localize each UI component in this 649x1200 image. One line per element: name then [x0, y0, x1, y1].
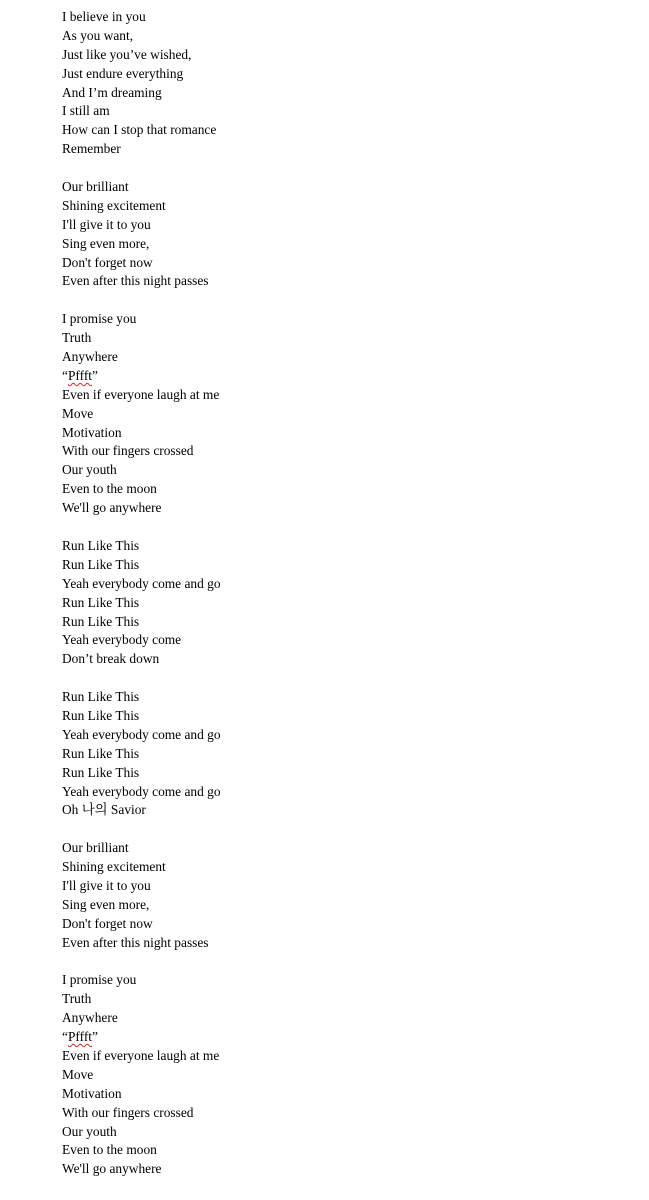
- lyric-line: And I’m dreaming: [62, 84, 162, 100]
- lyric-line: We'll go anywhere: [62, 1161, 162, 1177]
- lyric-line: Run Like This: [62, 556, 140, 572]
- lyric-line: I promise you: [62, 311, 137, 327]
- lyric-line: Even after this night passes: [62, 934, 209, 950]
- lyric-line: Yeah everybody come and go: [62, 783, 221, 799]
- lyric-line: Shining excitement: [62, 197, 166, 213]
- lyric-line: We'll go anywhere: [62, 500, 162, 516]
- lyric-line: How can I stop that romance: [62, 122, 217, 138]
- lyric-line: Our brilliant: [62, 179, 129, 195]
- blank-line: [62, 291, 622, 310]
- lyric-line: Motivation: [62, 424, 122, 440]
- lyric-line: Even after this night passes: [62, 273, 209, 289]
- lyric-line: “Pffft”: [62, 367, 98, 383]
- lyric-line: Even if everyone laugh at me: [62, 386, 220, 402]
- document-page: [62, 8, 622, 1179]
- lyric-line: Yeah everybody come and go: [62, 575, 221, 591]
- lyric-line: Don’t break down: [62, 651, 160, 667]
- lyric-line: Yeah everybody come: [62, 632, 182, 648]
- lyric-line: “Pffft”: [62, 1029, 98, 1045]
- lyric-line: Our brilliant: [62, 840, 129, 856]
- lyric-line: Motivation: [62, 1085, 122, 1101]
- spellcheck-underline: Pffft: [67, 1029, 93, 1045]
- lyric-line: I'll give it to you: [62, 877, 151, 893]
- lyric-line: Even to the moon: [62, 1142, 157, 1158]
- lyric-line: Don't forget now: [62, 254, 153, 270]
- lyric-line: Run Like This: [62, 707, 140, 723]
- lyric-line: Anywhere: [62, 1010, 118, 1026]
- blank-line: [62, 518, 622, 537]
- lyric-line: I'll give it to you: [62, 216, 151, 232]
- lyric-line: Run Like This: [62, 745, 140, 761]
- lyric-line: Truth: [62, 991, 92, 1007]
- lyric-line: Don't forget now: [62, 915, 153, 931]
- lyric-line: Move: [62, 1066, 94, 1082]
- lyric-line: Just like you’ve wished,: [62, 46, 192, 62]
- lyric-line: Just endure everything: [62, 65, 184, 81]
- lyric-line: Move: [62, 405, 94, 421]
- lyric-line: Yeah everybody come and go: [62, 726, 221, 742]
- lyric-line: Our youth: [62, 1123, 117, 1139]
- lyric-line: Truth: [62, 330, 92, 346]
- lyric-line: Sing even more,: [62, 235, 150, 251]
- lyric-line: I still am: [62, 103, 110, 119]
- lyric-line: Run Like This: [62, 764, 140, 780]
- lyric-line: With our fingers crossed: [62, 1104, 194, 1120]
- blank-line: [62, 953, 622, 972]
- lyric-line: Even to the moon: [62, 481, 157, 497]
- lyric-line: Run Like This: [62, 613, 140, 629]
- blank-line: [62, 820, 622, 839]
- lyric-line: Remember: [62, 141, 121, 157]
- spellcheck-underline: Pffft: [67, 367, 93, 383]
- lyric-line: Our youth: [62, 462, 117, 478]
- lyric-line: Run Like This: [62, 594, 140, 610]
- blank-line: [62, 159, 622, 178]
- lyric-line: Run Like This: [62, 537, 140, 553]
- lyric-line: Shining excitement: [62, 859, 166, 875]
- lyric-line: With our fingers crossed: [62, 443, 194, 459]
- lyric-line: Oh 나의 Savior: [62, 802, 146, 818]
- lyric-line: I believe in you: [62, 9, 146, 24]
- lyric-line: Run Like This: [62, 689, 140, 705]
- lyric-line: Anywhere: [62, 349, 118, 365]
- blank-line: [62, 669, 622, 688]
- lyric-line: Sing even more,: [62, 896, 150, 912]
- lyric-line: Even if everyone laugh at me: [62, 1047, 220, 1063]
- lyric-line: As you want,: [62, 27, 134, 43]
- lyric-line: I promise you: [62, 972, 137, 988]
